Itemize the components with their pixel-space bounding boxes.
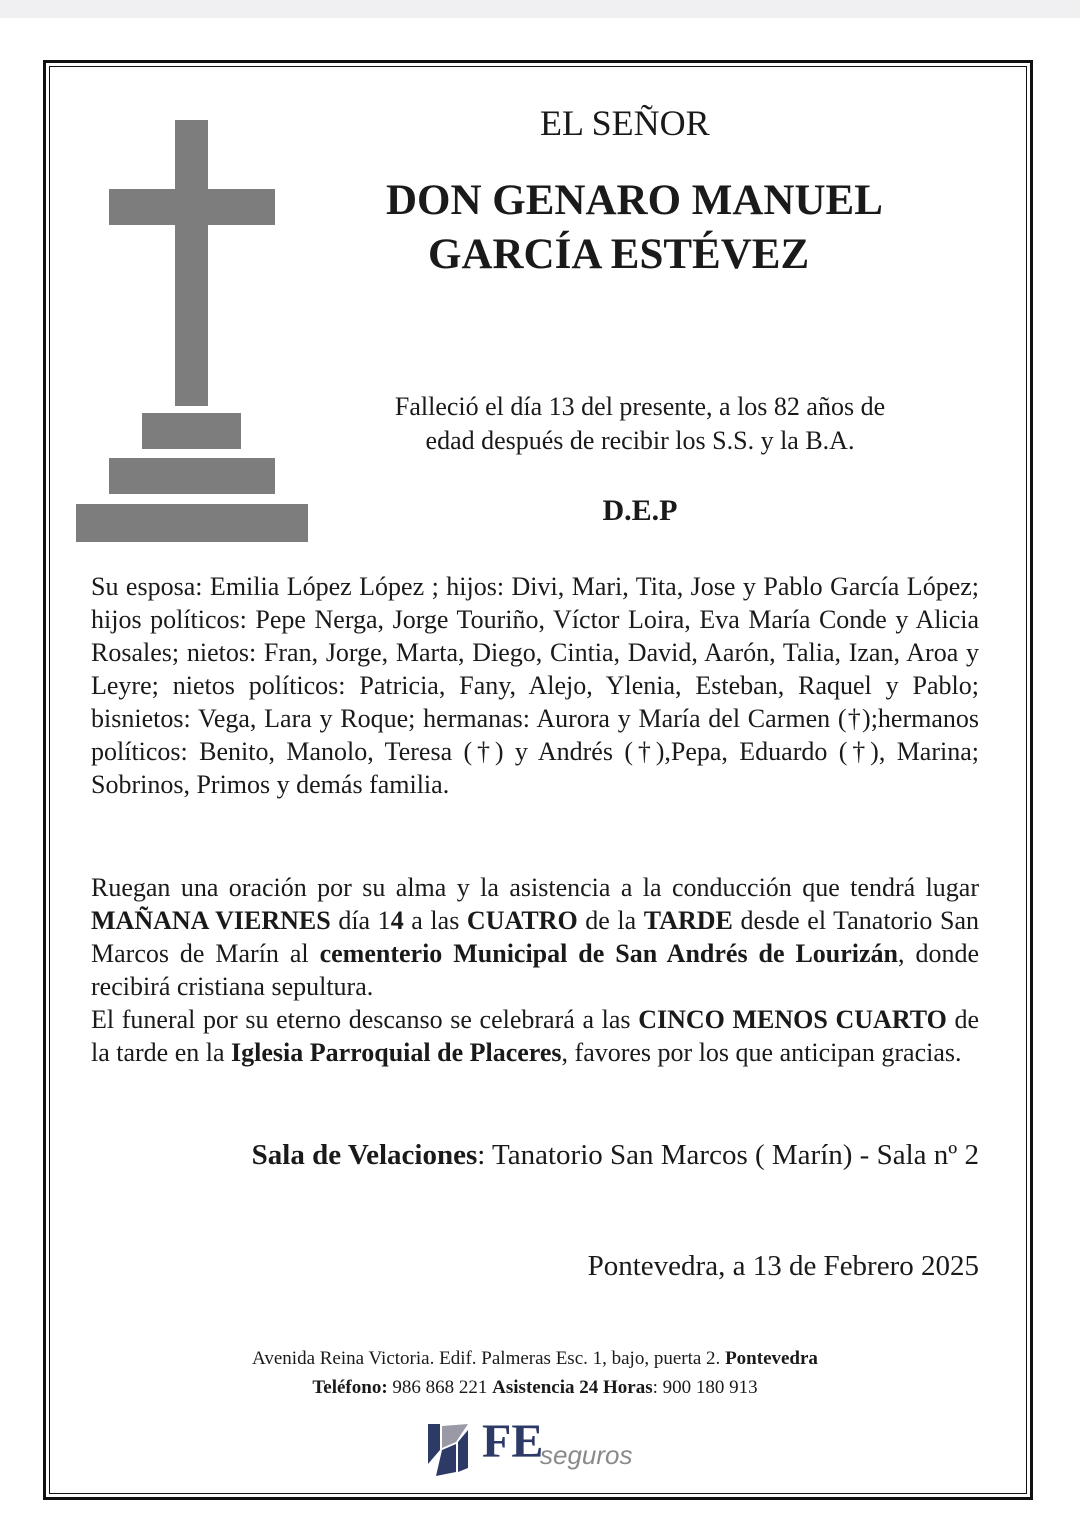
fe-logo-mark-icon bbox=[426, 1420, 470, 1476]
funeral-church: Iglesia Parroquial de Placeres bbox=[231, 1038, 562, 1067]
place-date: Pontevedra, a 13 de Febrero 2025 bbox=[587, 1250, 979, 1282]
heading-el-senor: EL SEÑOR bbox=[540, 103, 710, 143]
fe-seguros-logo bbox=[426, 1415, 656, 1480]
ceremony-day-digit: 4 bbox=[390, 906, 404, 935]
death-notice-line-2: edad después de recibir los S.S. y la B.A. bbox=[425, 426, 855, 455]
ceremony-text: a las bbox=[403, 906, 467, 935]
ceremony-cemetery: cementerio Municipal de San Andrés de Lourizán bbox=[319, 939, 899, 968]
funeral-text: , favores por los que anticipan gracias. bbox=[561, 1038, 962, 1067]
phone-line bbox=[91, 1373, 979, 1402]
ceremony-hour: CUATRO bbox=[466, 906, 578, 935]
funeral-text: El funeral por su eterno descanso se celebrará a las bbox=[91, 1005, 639, 1034]
cross-step-1 bbox=[142, 413, 241, 449]
viewing-room bbox=[91, 1139, 979, 1172]
family-paragraph: Su esposa: Emilia López López ; hijos: Divi, Mari, Tita, Jose y Pablo García López; hijos políticos: Pepe Nerga, Jorge Touriño, Víctor Loira, Eva María Conde y Alicia Rosales; nietos: Fran, Jorge, Marta, Diego, Cintia, David, Aarón, Talia, Izan, Aroa y Leyre; nietos políticos: Patricia, Fany, Alejo, Ylenia, Esteban, Raquel y Pablo; bisnietos: Vega, Lara y Roque; hermanas: Aurora y María del Carmen (†);hermanos políticos: Benito, Manolo, Teresa (†) y Andrés (†),Pepa, Eduardo (†), Marina; Sobrinos, Primos y demás familia. bbox=[91, 572, 979, 799]
cross-vertical-bar bbox=[175, 120, 208, 406]
ceremony-text: desde el Tanatorio San Marcos de Marín al bbox=[91, 906, 980, 968]
phone-value: 986 868 221 bbox=[387, 1377, 493, 1398]
address-text: Avenida Reina Victoria. Edif. Palmeras Esc. 1, bajo, puerta 2. bbox=[252, 1348, 726, 1369]
viewing-room-value: : Tanatorio San Marcos ( Marín) - Sala nº 2 bbox=[477, 1139, 979, 1171]
phone-label: Teléfono: bbox=[312, 1377, 388, 1398]
ceremony-day: MAÑANA VIERNES bbox=[91, 906, 331, 935]
deceased-name-line-2: GARCÍA ESTÉVEZ bbox=[428, 231, 810, 278]
assistance-label: Asistencia 24 Horas bbox=[492, 1377, 653, 1398]
death-notice-line-1: Falleció el día 13 del presente, a los 82 años de bbox=[394, 392, 886, 421]
cross-icon bbox=[76, 120, 308, 542]
deceased-name-line-1: DON GENARO MANUEL bbox=[386, 177, 883, 224]
funeral-home-contact bbox=[91, 1344, 979, 1402]
funeral-time: CINCO MENOS CUARTO bbox=[638, 1005, 947, 1034]
address-city: Pontevedra bbox=[725, 1348, 818, 1369]
ceremony-paragraph bbox=[91, 871, 979, 1069]
ceremony-text: Ruegan una oración por su alma y la asistencia a la conducción que tendrá lugar bbox=[91, 873, 979, 902]
dep-label: D.E.P bbox=[602, 494, 678, 527]
viewing-room-label: Sala de Velaciones bbox=[251, 1139, 478, 1171]
cross-horizontal-bar bbox=[109, 189, 275, 225]
ceremony-text: de la bbox=[577, 906, 644, 935]
death-notice bbox=[320, 390, 960, 458]
logo-seguros-text: seguros bbox=[540, 1440, 633, 1470]
funeral-text: de la tarde en la bbox=[91, 1005, 979, 1067]
logo-fe-text: FE bbox=[482, 1415, 544, 1468]
ceremony-text: día 1 bbox=[330, 906, 391, 935]
ceremony-text: , donde recibirá cristiana sepultura. bbox=[91, 939, 979, 1001]
cross-step-2 bbox=[109, 458, 275, 494]
ceremony-period: TARDE bbox=[643, 906, 733, 935]
assistance-value: : 900 180 913 bbox=[652, 1377, 758, 1398]
top-bar bbox=[0, 0, 1080, 18]
address-line bbox=[91, 1344, 979, 1373]
cross-step-3 bbox=[76, 504, 308, 542]
